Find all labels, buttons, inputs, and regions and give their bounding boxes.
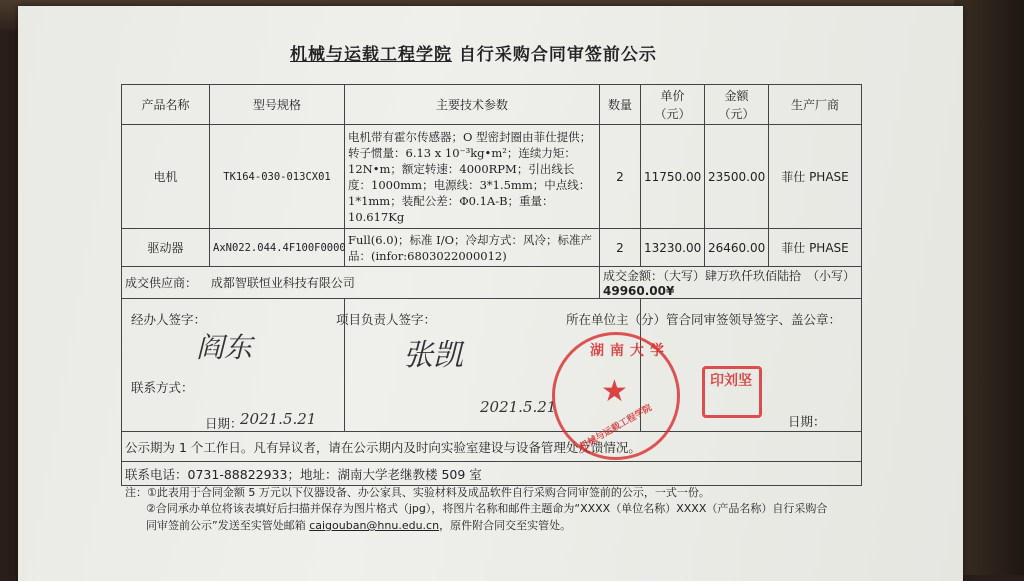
operator-signature: 阎东 [196,331,253,364]
seal-text: 印刘坚 [710,373,752,389]
header-model: 型号规格 [210,85,345,125]
row1-amount: 23500.00 [705,125,769,229]
address-value: 湖南大学老继教楼 509 室 [337,466,482,482]
address-label: ；地址： [287,466,338,482]
row1-tech: 电机带有霍尔传感器；O 型密封圈由菲仕提供；转子惯量：6.13 x 10⁻³kg•m²；连续力矩：12N•m；额定转速：4000RPM；引出线长度：1000mm；电源线：3*1.5mm；中点线：1*1mm；装配公差：Φ0.1A-B；重量：10.617Kg [345,125,600,229]
background-right [954,0,1024,575]
row1-maker: 菲仕 PHASE [769,125,862,229]
phone-label: 联系电话： [125,466,188,482]
deal-label: 成交金额：（大写）肆万玖仟玖佰陆拾 （小写） [603,269,856,283]
row1-unit-price: 11750.00 [641,125,705,229]
table-row [122,229,862,267]
table-row [122,125,862,229]
phone-value: 0731-88822933 [187,466,288,482]
supplier-row [122,267,862,299]
supplier-cell [122,267,600,299]
stamp-star-icon: ★ [601,374,628,409]
row1-qty: 2 [600,125,641,229]
notice-text: 公示期为 1 个工作日。凡有异议者，请在公示期内及时向实验室建设与设备管理处反馈情况。 [122,432,862,462]
date-label-3: 日期： [788,414,826,429]
note-1: 注：①此表用于合同金额 5 万元以下仪器设备、办公家具、实验材料及成品软件自行采购合同审签前的公示，一式一份。 [125,486,710,499]
header-row [122,85,862,125]
supplier-label: 成交供应商： [125,276,198,290]
notice-row [122,432,862,462]
leader-date: 2021.5.21 [480,398,557,416]
deal-cell [600,267,862,299]
row2-tech: Full(6.0)；标准 I/O；冷却方式：风冷；标准产品：(infor:6803022000012) [345,229,600,267]
stamp-top-text: 湖南大学 [590,343,670,359]
contact-label: 联系方式： [131,380,194,395]
row2-maker: 菲仕 PHASE [769,229,862,267]
row1-model: TK164-030-013CX01 [210,125,345,229]
email-link[interactable]: caigouban@hnu.edu.cn [309,519,440,532]
stamp-bottom-text: 机械与运载工程学院 [578,403,654,453]
leader-label: 项目负责人签字： [336,312,437,327]
header-tech: 主要技术参数 [345,85,600,125]
title-school: 机械与运载工程学院 [290,45,452,65]
operator-date: 2021.5.21 [240,410,317,428]
row2-model: AxN022.044.4F100F0000 [210,229,345,267]
row2-qty: 2 [600,229,641,267]
header-qty: 数量 [600,85,641,125]
row2-amount: 26460.00 [705,229,769,267]
row2-name: 驱动器 [122,229,210,267]
note-3 [146,516,886,535]
note-3-start: 同审签前公示”发送至实管处邮箱 [146,519,310,532]
deal-value: 49960.00¥ [603,284,675,298]
note-3-end: ，原件附合同交至实管处。 [439,519,572,532]
title-rest: 自行采购合同审签前公示 [458,45,657,65]
date-label-1: 日期： [205,416,243,431]
leader-signature: 张凯 [403,338,463,373]
header-amount: 金额 （元） [705,85,769,125]
row2-unit-price: 13230.00 [641,229,705,267]
operator-label: 经办人签字： [131,312,207,327]
header-unit-price: 单价 （元） [641,85,705,125]
document-title [290,40,657,65]
row1-name: 电机 [122,125,210,229]
note-2: ②合同承办单位将该表填好后扫描并保存为图片格式（jpg），将图片名称和邮件主题命为“XXXX（单位名称）XXXX（产品名称）自行采购合 [146,502,828,515]
header-name: 产品名称 [122,85,210,125]
supplier-value: 成都智联恒业科技有限公司 [210,276,355,290]
unit-leader-label: 所在单位主（分）管合同审签领导签字、盖公章： [566,312,842,327]
header-maker: 生产厂商 [769,85,862,125]
contact-cell [122,462,862,486]
contact-row [122,462,862,486]
